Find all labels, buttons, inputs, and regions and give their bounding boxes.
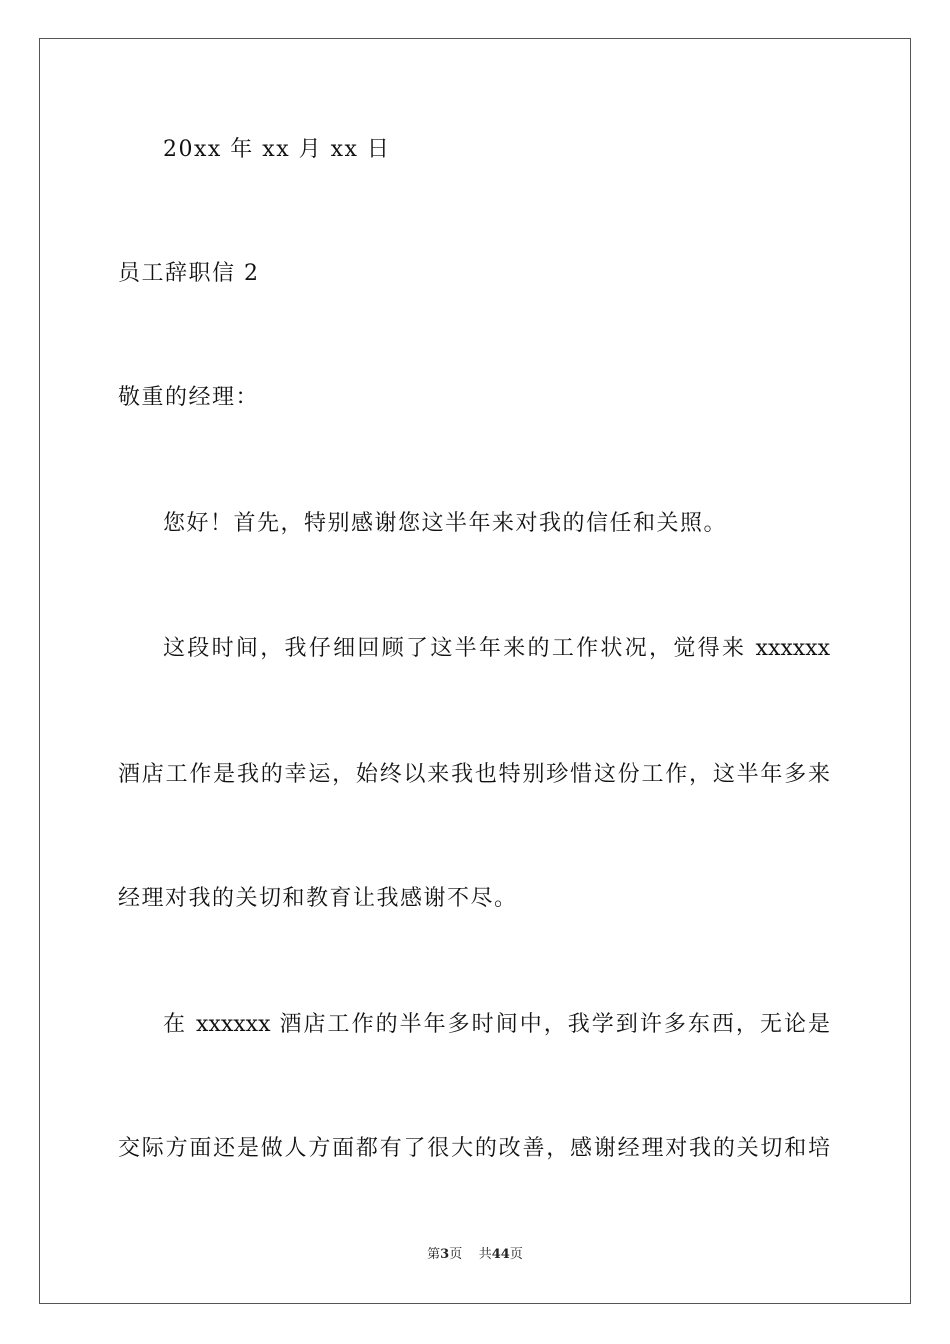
paragraph-line-2: 这段时间，我仔细回顾了这半年来的工作状况，觉得来 xxxxxx — [163, 636, 830, 661]
paragraph-line-3: 酒店工作是我的幸运，始终以来我也特别珍惜这份工作，这半年多来 — [118, 762, 830, 787]
paragraph-line-1: 您好！首先，特别感谢您这半年来对我的信任和关照。 — [163, 511, 728, 536]
paragraph-line-6: 交际方面还是做人方面都有了很大的改善，感谢经理对我的关切和培 — [118, 1136, 830, 1161]
salutation: 敬重的经理： — [118, 385, 260, 410]
footer-page-number: 3 — [440, 1247, 450, 1262]
footer-total-prefix: 共 — [478, 1247, 492, 1262]
paragraph-line-4: 经理对我的关切和教育让我感谢不尽。 — [118, 886, 518, 911]
date-line: 20xx 年 xx 月 xx 日 — [163, 137, 391, 162]
footer-total-pages: 44 — [491, 1247, 510, 1262]
page-footer — [0, 1246, 950, 1264]
page-border — [39, 38, 911, 1304]
section-title: 员工辞职信 2 — [118, 261, 260, 286]
paragraph-line-5: 在 xxxxxx 酒店工作的半年多时间中，我学到许多东西，无论是 — [163, 1012, 830, 1037]
footer-total-suffix: 页 — [509, 1247, 523, 1262]
footer-page-prefix: 第 — [427, 1247, 441, 1262]
footer-page-suffix: 页 — [449, 1247, 463, 1262]
